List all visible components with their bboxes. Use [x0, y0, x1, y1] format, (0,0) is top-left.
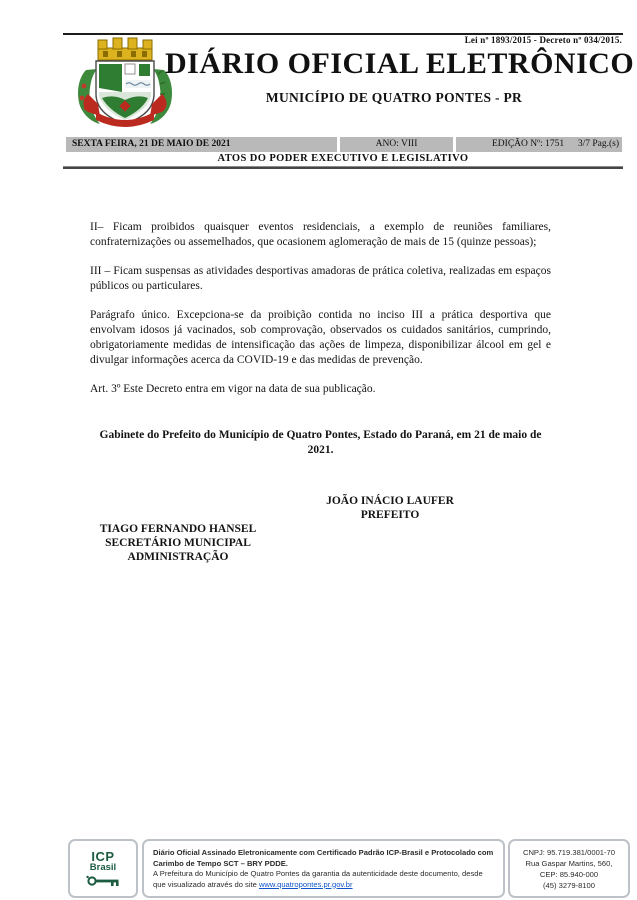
icp-brasil-badge [68, 839, 138, 898]
municipality-subtitle: MUNICÍPIO DE QUATRO PONTES - PR [265, 90, 523, 105]
secretary-name: TIAGO FERNANDO HANSEL [99, 523, 257, 535]
section-rule [63, 166, 623, 169]
signature-secretary [80, 522, 276, 564]
contact-phone: (45) 3279-8100 [543, 880, 595, 890]
mayor-role: PREFEITO [360, 509, 420, 521]
paragraph-iii: III – Ficam suspensas as atividades desportivas amadoras de prática coletiva, realizadas em espaços públicos ou particulares. [90, 265, 551, 292]
secretary-role-line1: SECRETÁRIO MUNICIPAL [105, 537, 251, 549]
municipal-coat-of-arms [72, 36, 178, 132]
contact-address: Rua Gaspar Martins, 560, [525, 858, 613, 868]
contact-cnpj: CNPJ: 95.719.381/0001-70 [522, 847, 616, 857]
issue-year: ANO: VIII [340, 137, 453, 152]
key-icon [86, 875, 120, 887]
certification-bold-text: Diário Oficial Assinado Eletronicamente com Certificado Padrão ICP-Brasil e Protocolado com Carimbo de Tempo SCT – BRY PDDE. [153, 848, 494, 868]
section-title: ATOS DO PODER EXECUTIVO E LEGISLATIVO [217, 153, 469, 164]
paragraph-ii: II– Ficam proibidos quaisquer eventos residenciais, a exemplo de reuniões familiares, confraternizações ou assemelhados, que ocasionem aglomeração de mais de 15 (quinze pessoas); [90, 221, 551, 248]
contact-cep: CEP: 85.940-000 [539, 869, 599, 879]
law-reference: Lei nº 1893/2015 - Decreto nº 034/2015. [464, 35, 622, 45]
masthead [165, 46, 635, 106]
paragraph-unico: Parágrafo único. Excepciona-se da proibição contida no inciso III a prática desportiva que envolvam idosos já vacinados, sob comprovação, observados os cuidados sanitários, cumprindo, obrigatoriamente medidas de intensificação das ações de limpeza, disponibilizar álcool em gel e divulgar informações acerca da COVID-19 e das medidas de prevenção. [90, 309, 551, 366]
icp-logo-subtext: Brasil [89, 861, 117, 873]
decree-body [90, 220, 551, 397]
certification-notice [142, 839, 505, 898]
secretary-role-line2: ADMINISTRAÇÃO [127, 551, 229, 563]
signature-mayor [290, 494, 490, 522]
paragraph-art3: Art. 3º Este Decreto entra em vigor na data de sua publicação. [90, 383, 376, 395]
issue-date: SEXTA FEIRA, 21 DE MAIO DE 2021 [66, 137, 337, 152]
page-count: 3/7 Pag.(s) [577, 139, 619, 149]
municipality-website-link[interactable]: www.quatropontes.pr.gov.br [258, 879, 353, 889]
contact-info [508, 839, 630, 898]
issue-edition-cell [456, 137, 622, 152]
mayor-name: JOÃO INÁCIO LAUFER [326, 495, 454, 507]
closing-statement: Gabinete do Prefeito do Município de Quatro Pontes, Estado do Paraná, em 21 de maio de 2021. [99, 429, 542, 456]
certification-text: A Prefeitura do Município de Quatro Pontes da garantia da autenticidade deste documento, desde que visualizado através do site [153, 869, 483, 889]
info-bar [66, 137, 622, 152]
edition-number: EDIÇÃO Nº: 1751 [492, 139, 565, 149]
icp-logo-text: ICP [91, 848, 115, 864]
coat-of-arms-icon [72, 36, 178, 132]
page-title: DIÁRIO OFICIAL ELETRÔNICO [165, 47, 635, 80]
